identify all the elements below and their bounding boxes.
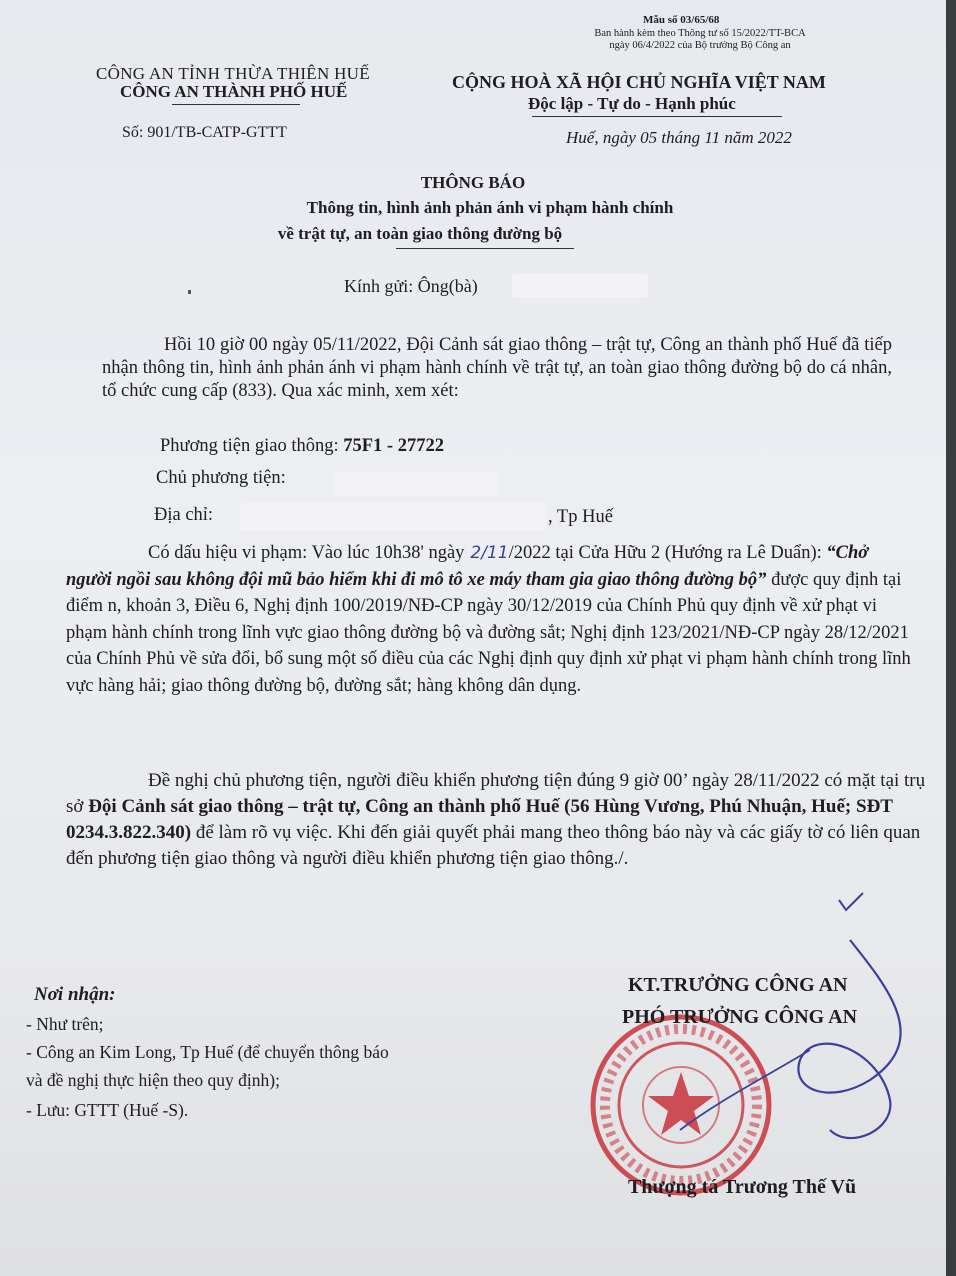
agency-underline — [172, 104, 300, 105]
recipients-title: Nơi nhận: — [34, 984, 116, 1005]
address-label: Địa chỉ: — [154, 505, 214, 525]
request-tail: để làm rõ vụ việc. Khi đến giải quyết phải mang theo thông báo này và các giấy tờ có liên quan đến phương tiện giao thông và người điều khiển phương tiện giao thông./. — [66, 822, 921, 869]
motto-underline — [532, 116, 782, 117]
place-date: Huế, ngày 05 tháng 11 năm 2022 — [566, 128, 792, 147]
punch-mark — [188, 290, 191, 294]
signature-title-2: PHÓ TRƯỞNG CÔNG AN — [622, 1006, 858, 1028]
violation-legal-basis: được quy định tại điểm n, khoản 3, Điều 6, Nghị định 100/2019/NĐ-CP ngày 30/12/2019 của Chính Phủ quy định về xử phạt vi phạm hành chính trong lĩnh vực giao thông đường bộ và đường sắt; Nghị định 123/2021/NĐ-CP ngày 28/12/2021 của Chính Phủ về sửa đổi, bổ sung một số điều của các Nghị định quy định xử phạt vi phạm hành chính trong lĩnh vực hàng hải; giao thông đường bộ, đường sắt; hàng không dân dụng. — [66, 569, 911, 696]
redacted-owner-name — [334, 472, 498, 496]
vehicle-label: Phương tiện giao thông: — [160, 436, 339, 456]
recipient-item: - Như trên; — [26, 1014, 104, 1034]
recipient-item: - Lưu: GTTT (Huế -S). — [26, 1100, 189, 1120]
agency-parent: CÔNG AN TỈNH THỪA THIÊN HUẾ — [96, 64, 370, 83]
handwritten-date: 2/11 — [470, 543, 509, 563]
request-paragraph — [66, 768, 946, 872]
recipient-item: và đề nghị thực hiện theo quy định); — [26, 1070, 280, 1090]
redacted-address — [240, 503, 546, 531]
form-issued-note — [555, 28, 845, 52]
document-subtitle-1: Thông tin, hình ảnh phản ánh vi phạm hành chính — [306, 198, 674, 217]
form-number: Mẫu số 03/65/68 — [643, 14, 720, 26]
check-mark-icon — [836, 890, 866, 914]
agency-name: CÔNG AN THÀNH PHỐ HUẾ — [120, 82, 348, 101]
nation-name: CỘNG HOÀ XÃ HỘI CHỦ NGHĨA VIỆT NAM — [452, 72, 826, 92]
signature-title-1: KT.TRƯỞNG CÔNG AN — [628, 974, 848, 996]
violation-paragraph — [66, 540, 912, 699]
greeting: Kính gửi: Ông(bà) — [344, 276, 478, 296]
request-office: Đội Cảnh sát giao thông – trật tự, Công an thành phố Huế (56 Hùng Vương, Phú Nhuận, Huế; SĐT 0234.3.822.340) — [66, 796, 893, 843]
address-city: , Tp Huế — [548, 507, 613, 527]
violation-location: /2022 tại Cửa Hữu 2 (Hướng ra Lê Duẩn): — [508, 543, 827, 563]
vehicle-plate: 75F1 - 27722 — [343, 436, 444, 456]
signer-name: Thượng tá Trương Thế Vũ — [628, 1176, 857, 1198]
request-lead: Đề nghị chủ phương tiện, người điều khiển phương tiện đúng 9 giờ 00’ ngày 28/11/2022 có mặt tại trụ sở — [66, 770, 926, 817]
document-subtitle-2: về trật tự, an toàn giao thông đường bộ — [277, 224, 563, 243]
reference-number: Số: 901/TB-CATP-GTTT — [122, 124, 287, 141]
recipient-item: - Công an Kim Long, Tp Huế (để chuyển thông báo — [26, 1042, 389, 1062]
handwritten-signature-icon — [640, 930, 940, 1170]
intro-paragraph: Hồi 10 giờ 00 ngày 05/11/2022, Đội Cảnh sát giao thông – trật tự, Công an thành phố Huế đã tiếp nhận thông tin, hình ảnh phản ánh vi phạm hành chính về trật tự, an toàn giao thông đường bộ do cá nhân, tổ chức cung cấp (833). Qua xác minh, xem xét: — [102, 335, 892, 401]
desk-background — [946, 0, 956, 1276]
owner-label: Chủ phương tiện: — [156, 468, 286, 488]
violation-offense: “Chở người ngồi sau không đội mũ bảo hiểm khi đi mô tô xe máy tham gia giao thông đường bộ” — [66, 543, 869, 590]
violation-lead: Có dấu hiệu vi phạm: Vào lúc 10h38' ngày — [148, 543, 465, 563]
national-motto: Độc lập - Tự do - Hạnh phúc — [528, 94, 736, 113]
vehicle-line — [160, 436, 444, 457]
redacted-recipient-name — [512, 274, 648, 298]
title-underline — [396, 248, 574, 249]
form-issued-line1: Ban hành kèm theo Thông tư số 15/2022/TT-BCA — [594, 28, 806, 39]
document-title: THÔNG BÁO — [420, 173, 526, 192]
form-issued-line2: ngày 06/4/2022 của Bộ trưởng Bộ Công an — [609, 40, 791, 51]
